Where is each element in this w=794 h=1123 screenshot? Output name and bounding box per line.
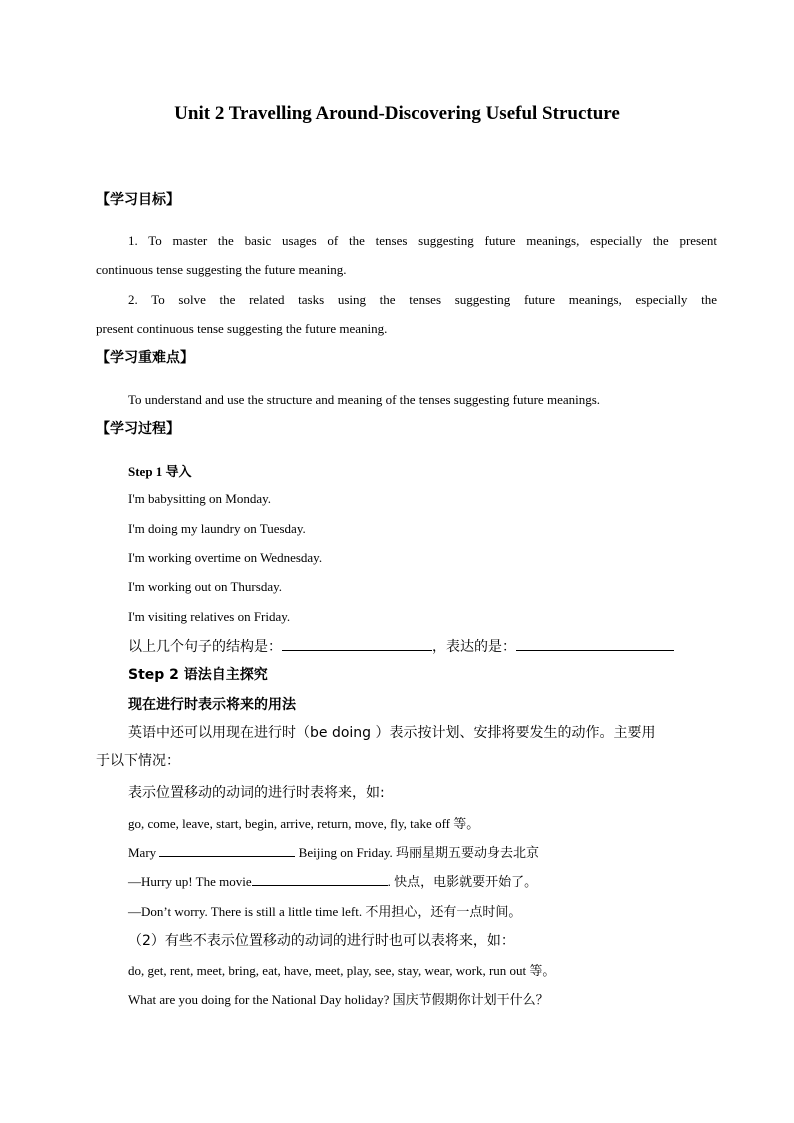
example-1-blank[interactable]: [159, 844, 295, 857]
meaning-answer-blank[interactable]: [516, 638, 674, 651]
step1-sentence-3: I'm working overtime on Wednesday.: [128, 550, 323, 565]
step1-sentence-1: I'm babysitting on Monday.: [128, 491, 272, 506]
step1-question-part1: 以上几个句子的结构是：: [128, 639, 282, 655]
objectives-heading: 【学习目标】: [96, 192, 180, 208]
step2-label: Step 2 语法自主探究: [128, 667, 268, 683]
objective-1-line-2: continuous tense suggesting the future meaning.: [96, 262, 347, 277]
example-2-part1: —Hurry up! The movie: [128, 874, 252, 889]
step1-sentence-4: I'm working out on Thursday.: [128, 579, 282, 594]
objective-1-line-1: 1. To master the basic usages of the tenses suggesting future meanings, especially the present: [128, 233, 717, 248]
example-2-blank[interactable]: [252, 873, 388, 886]
step2-verbs-2: do, get, rent, meet, bring, eat, have, meet, play, see, stay, wear, work, run out 等。: [128, 963, 556, 978]
keypoints-text: To understand and use the structure and meaning of the tenses suggesting future meanings.: [128, 392, 601, 407]
step2-subheading: 现在进行时表示将来的用法: [128, 697, 296, 713]
step1-question: [128, 636, 674, 656]
step2-case-2: （2）有些不表示位置移动的动词的进行时也可以表将来，如：: [128, 933, 515, 949]
page-title: Unit 2 Travelling Around-Discovering Useful Structure: [174, 103, 620, 124]
objective-2-line-2: present continuous tense suggesting the future meaning.: [96, 321, 388, 336]
step2-verbs-1: go, come, leave, start, begin, arrive, return, move, fly, take off 等。: [128, 816, 480, 831]
step2-example-4: What are you doing for the National Day holiday? 国庆节假期你计划干什么？: [128, 992, 549, 1007]
example-1-part1: Mary: [128, 845, 157, 860]
step2-example-3: —Don’t worry. There is still a little time left. 不用担心，还有一点时间。: [128, 904, 522, 919]
step2-intro-line-1: 英语中还可以用现在进行时（be doing ）表示按计划、安排将要发生的动作。主要用: [128, 725, 656, 741]
step2-example-2: [128, 871, 537, 890]
step2-case-1: 表示位置移动的动词的进行时表将来，如:: [128, 785, 385, 801]
structure-answer-blank[interactable]: [282, 638, 432, 651]
step2-intro-line-2: 于以下情况：: [96, 753, 180, 769]
step2-example-1: [128, 842, 539, 861]
example-2-part2: . 快点，电影就要开始了。: [387, 874, 538, 889]
keypoints-heading: 【学习重难点】: [96, 350, 194, 366]
step1-question-part2: ，表达的是：: [432, 639, 516, 655]
step1-sentence-5: I'm visiting relatives on Friday.: [128, 609, 291, 624]
step1-label: Step 1 导入: [128, 464, 192, 479]
objective-2-line-1: 2. To solve the related tasks using the tenses suggesting future meanings, especially the: [128, 292, 717, 307]
process-heading: 【学习过程】: [96, 421, 180, 437]
step1-sentence-2: I'm doing my laundry on Tuesday.: [128, 521, 306, 536]
example-1-part2: Beijing on Friday. 玛丽星期五要动身去北京: [298, 845, 540, 860]
